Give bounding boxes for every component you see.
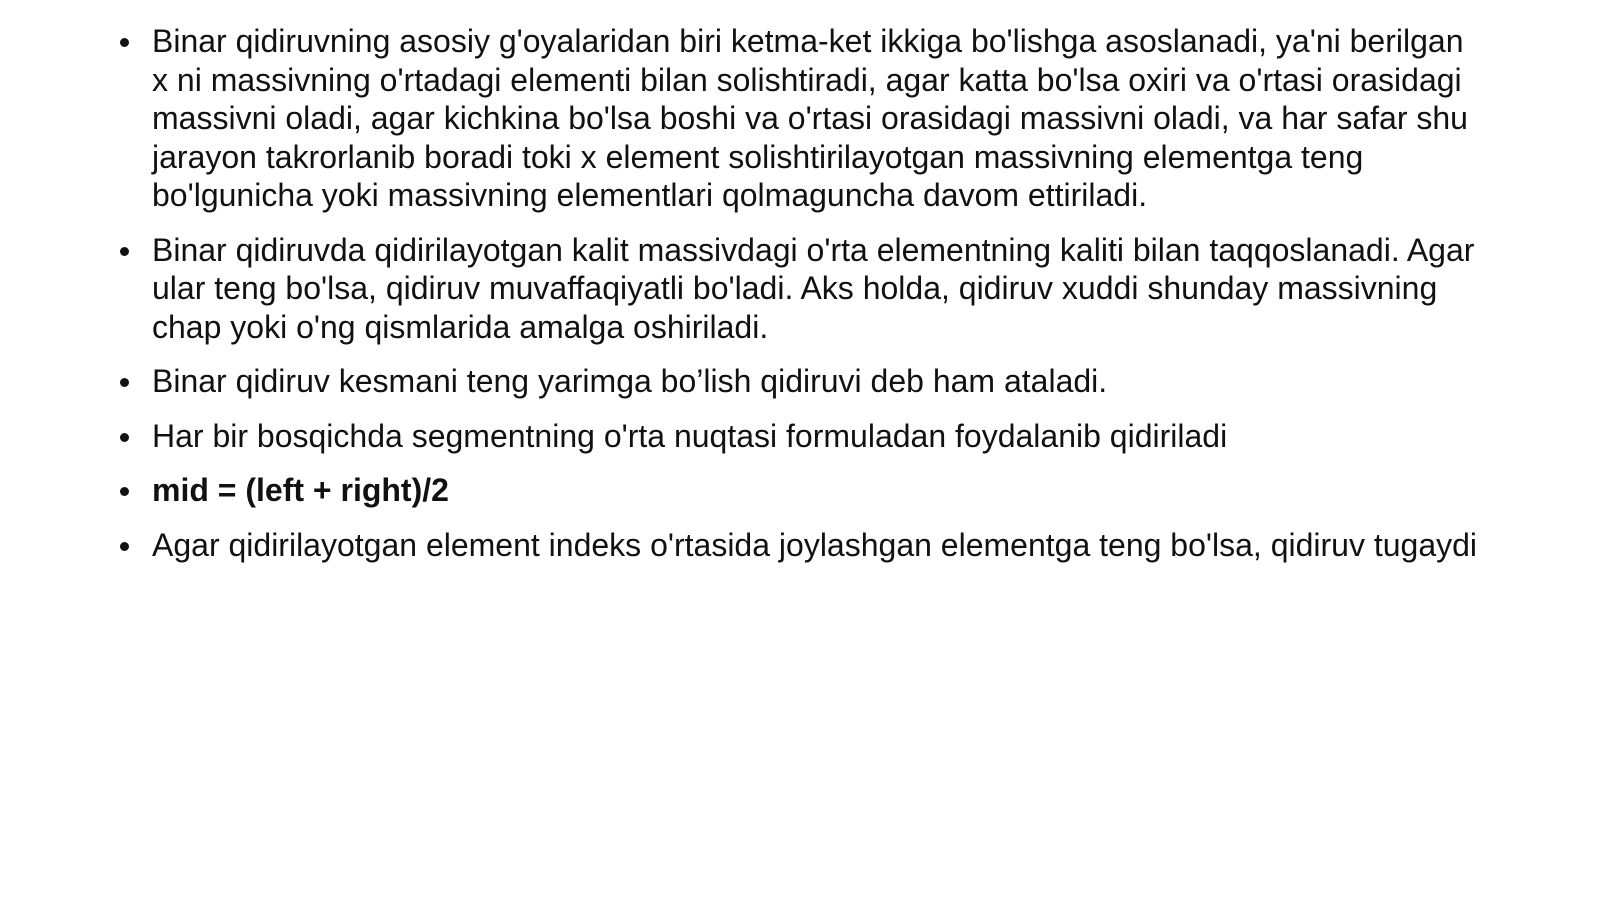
- bullet-dot-icon: [120, 487, 129, 496]
- bullet-item: [118, 526, 1478, 565]
- bullet-list: [118, 22, 1478, 580]
- bullet-text: Binar qidiruvda qidirilayotgan kalit massivdagi o'rta elementning kaliti bilan taqqoslanadi. Agar ular teng bo'lsa, qidiruv muvaffaqiyatli bo'ladi. Aks holda, qidiruv xuddi shunday massivning chap yoki o'ng qismlarida amalga oshiriladi.: [152, 231, 1475, 345]
- bullet-item: [118, 231, 1478, 347]
- bullet-text: Binar qidiruv kesmani teng yarimga bo’lish qidiruvi deb ham ataladi.: [152, 363, 1108, 399]
- bullet-item: [118, 362, 1478, 401]
- bullet-text: Agar qidirilayotgan element indeks o'rtasida joylashgan elementga teng bo'lsa, qidiruv tugaydi: [152, 526, 1478, 563]
- bullet-dot-icon: [120, 542, 129, 551]
- bullet-item: [118, 22, 1478, 215]
- bullet-text: Binar qidiruvning asosiy g'oyalaridan biri ketma-ket ikkiga bo'lishga asoslanadi, ya'ni berilgan x ni massivning o'rtadagi elementi bilan solishtiradi, agar katta bo'lsa oxiri va o'rtasi orasidagi massivni oladi, agar kichkina bo'lsa boshi va o'rtasi orasidagi massivni oladi, va har safar shu jarayon takrorlanib boradi toki x element solishtirilayotgan massivning elementga teng bo'lgunicha yoki massivning elementlari qolmaguncha davom ettiriladi.: [152, 23, 1468, 213]
- bullet-dot-icon: [120, 378, 129, 387]
- bullet-dot-icon: [120, 38, 129, 47]
- bullet-item-formula: [118, 471, 1478, 510]
- bullet-dot-icon: [120, 247, 129, 256]
- formula-text: mid = (left + right)/2: [152, 472, 449, 508]
- bullet-text: Har bir bosqichda segmentning o'rta nuqtasi formuladan foydalanib qidiriladi: [152, 417, 1228, 454]
- bullet-item: [118, 417, 1478, 456]
- bullet-dot-icon: [120, 433, 129, 442]
